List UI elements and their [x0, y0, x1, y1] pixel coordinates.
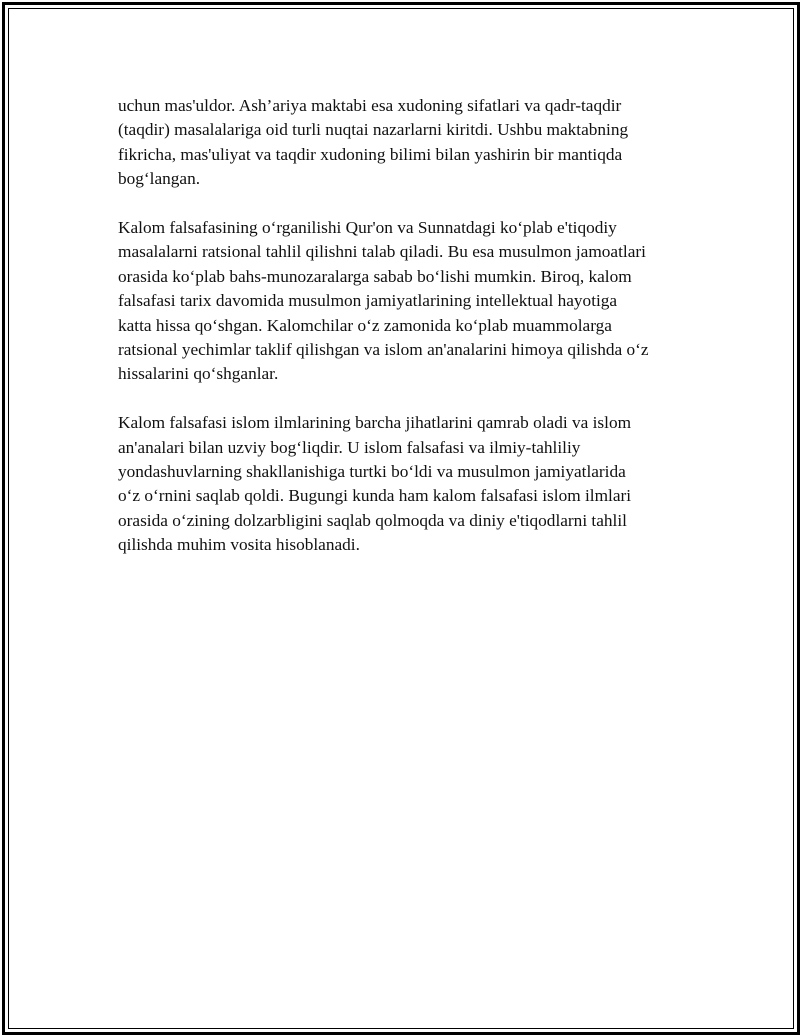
text-line: hissalarini qo‘shganlar.	[118, 364, 279, 384]
paragraph-2	[118, 216, 698, 387]
text-line: o‘z o‘rnini saqlab qoldi. Bugungi kunda ham kalom falsafasi islom ilmlari	[118, 486, 632, 506]
text-line: uchun mas'uldor. Ash’ariya maktabi esa xudoning sifatlari va qadr-taqdir	[118, 96, 622, 115]
text-line: falsafasi tarix davomida musulmon jamiyatlarining intellektual hayotiga	[118, 291, 618, 311]
text-line: (taqdir) masalalariga oid turli nuqtai nazarlarni kiritdi. Ushbu maktabning	[118, 120, 629, 140]
text-line: Kalom falsafasining o‘rganilishi Qur'on va Sunnatdagi ko‘plab e'tiqodiy	[118, 218, 617, 238]
document-body	[118, 94, 698, 582]
text-line: orasida ko‘plab bahs-munozaralarga sabab bo‘lishi mumkin. Biroq, kalom	[118, 266, 632, 286]
text-line: ratsional yechimlar taklif qilishgan va islom an'analarini himoya qilishda o‘z	[118, 340, 649, 360]
text-line: orasida o‘zining dolzarbligini saqlab qolmoqda va diniy e'tiqodlarni tahlil	[118, 510, 627, 530]
text-line: katta hissa qo‘shgan. Kalomchilar o‘z zamonida ko‘plab muammolarga	[118, 315, 612, 335]
text-line: yondashuvlarning shakllanishiga turtki bo‘ldi va musulmon jamiyatlarida	[118, 462, 626, 482]
text-line: masalalarni ratsional tahlil qilishni talab qiladi. Bu esa musulmon jamoatlari	[118, 242, 646, 262]
text-line: an'analari bilan uzviy bog‘liqdir. U islom falsafasi va ilmiy-tahliliy	[118, 437, 581, 457]
text-line: Kalom falsafasi islom ilmlarining barcha jihatlarini qamrab oladi va islom	[118, 413, 632, 433]
paragraph-1	[118, 94, 698, 192]
paragraph-3	[118, 411, 698, 557]
text-line: qilishda muhim vosita hisoblanadi.	[118, 535, 360, 555]
text-line: fikricha, mas'uliyat va taqdir xudoning bilimi bilan yashirin bir mantiqda	[118, 144, 623, 164]
text-line: bog‘langan.	[118, 169, 201, 189]
